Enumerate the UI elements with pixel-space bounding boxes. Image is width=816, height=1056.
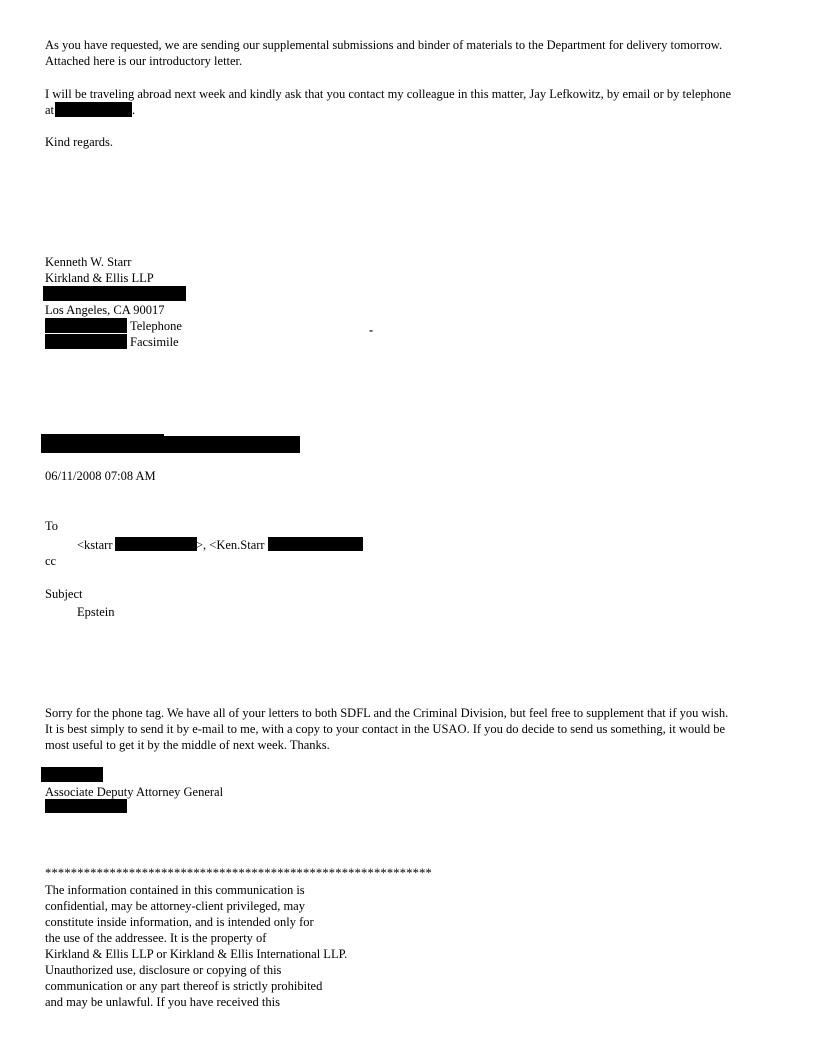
message-body-line-3: most useful to get it by the middle of next week. Thanks.	[45, 738, 330, 752]
reply-paragraph-2-line-1: I will be traveling abroad next week and kindly ask that you contact my colleague in this matter, Jay Lefkowitz, by email or by telephone	[45, 87, 732, 101]
redaction-sender-contact	[45, 799, 127, 813]
signature-telephone-label: Telephone	[130, 319, 182, 333]
reply-paragraph-1-line-1: As you have requested, we are sending our supplemental submissions and binder of materials to the Department for delivery tomorrow.	[45, 38, 723, 52]
stray-mark: -	[369, 323, 374, 337]
message-body-line-1: Sorry for the phone tag. We have all of your letters to both SDFL and the Criminal Division, but feel free to supplement that if you wish.	[45, 706, 729, 720]
reply-paragraph-2-suffix: .	[132, 103, 136, 117]
disclaimer-line: and may be unlawful. If you have received this	[45, 995, 280, 1009]
redaction-telephone-number	[45, 318, 127, 333]
redaction-phone	[55, 102, 132, 117]
to-label: To	[45, 519, 59, 533]
disclaimer-line: Kirkland & Ellis LLP or Kirkland & Ellis International LLP.	[45, 947, 348, 961]
redaction-sender-address	[164, 436, 300, 453]
redaction-facsimile-number	[45, 334, 127, 349]
redaction-to-address-1	[115, 537, 197, 551]
to-value-part-1: <kstarr	[77, 538, 113, 552]
signature-firm: Kirkland & Ellis LLP	[45, 271, 154, 285]
cc-label: cc	[45, 554, 57, 568]
reply-paragraph-2-prefix: at	[45, 103, 55, 117]
subject-label: Subject	[45, 587, 83, 601]
reply-paragraph-1-line-2: Attached here is our introductory letter.	[45, 54, 243, 68]
signature-name: Kenneth W. Starr	[45, 255, 132, 269]
disclaimer-line: communication or any part thereof is strictly prohibited	[45, 979, 323, 993]
redaction-address	[43, 286, 186, 301]
redaction-to-address-2	[268, 537, 363, 551]
redaction-sender-name	[41, 434, 164, 453]
sender-title: Associate Deputy Attorney General	[45, 785, 224, 799]
disclaimer-line: The information contained in this communication is	[45, 883, 305, 897]
signature-city: Los Angeles, CA 90017	[45, 303, 165, 317]
message-date: 06/11/2008 07:08 AM	[45, 469, 156, 483]
message-body-line-2: It is best simply to send it by e-mail to me, with a copy to your contact in the USAO. If you do decide to send us something, it would be	[45, 722, 726, 736]
signature-facsimile-label: Facsimile	[130, 335, 179, 349]
disclaimer-separator: ************************************************************	[45, 866, 432, 880]
reply-closing: Kind regards.	[45, 135, 114, 149]
disclaimer-line: constitute inside information, and is intended only for	[45, 915, 314, 929]
to-value-part-2: >, <Ken.Starr	[196, 538, 265, 552]
subject-value: Epstein	[77, 605, 115, 619]
disclaimer-line: Unauthorized use, disclosure or copying of this	[45, 963, 282, 977]
disclaimer-line: confidential, may be attorney-client privileged, may	[45, 899, 305, 913]
disclaimer-line: the use of the addressee. It is the property of	[45, 931, 267, 945]
redaction-sender-signature	[41, 767, 103, 782]
